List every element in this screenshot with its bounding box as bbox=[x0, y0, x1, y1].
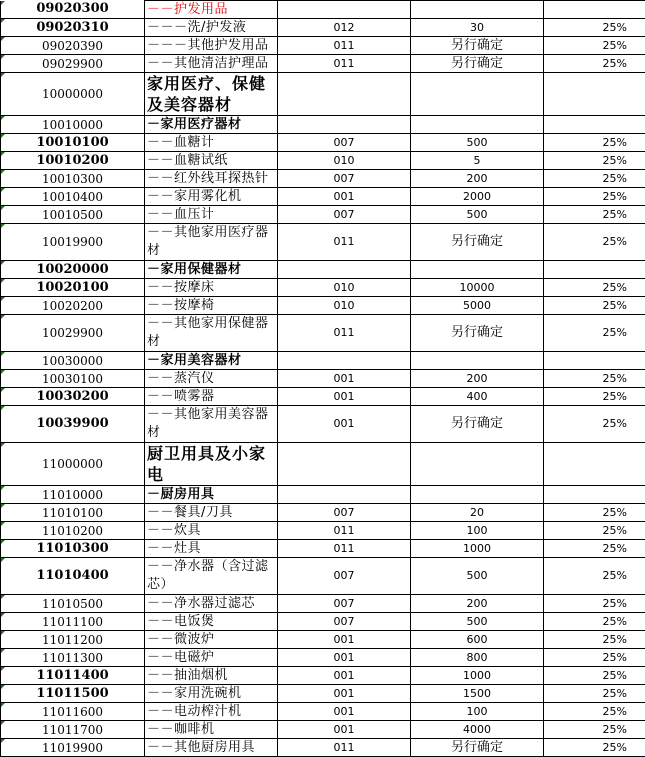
table-row[interactable] bbox=[1, 522, 645, 540]
table-row[interactable] bbox=[1, 152, 645, 170]
cell-rate[interactable]: 25% bbox=[544, 37, 645, 55]
cell-name[interactable]: －－炊具 bbox=[145, 522, 278, 540]
cell-code[interactable]: 10010100 bbox=[1, 134, 145, 152]
cell-price[interactable]: 500 bbox=[411, 558, 544, 595]
cell-name[interactable]: －－其他家用美容器材 bbox=[145, 406, 278, 443]
cell-code[interactable]: 11011500 bbox=[1, 685, 145, 703]
cell-code[interactable]: 10010300 bbox=[1, 170, 145, 188]
table-row[interactable] bbox=[1, 631, 645, 649]
table-row[interactable] bbox=[1, 739, 645, 757]
cell-price[interactable]: 400 bbox=[411, 388, 544, 406]
cell-name[interactable]: －－－其他护发用品 bbox=[145, 37, 278, 55]
cell-code[interactable]: 10039900 bbox=[1, 406, 145, 443]
cell-code[interactable]: 10030000 bbox=[1, 352, 145, 370]
cell-code[interactable]: 11010400 bbox=[1, 558, 145, 595]
cell-rate[interactable]: 25% bbox=[544, 55, 645, 73]
cell-price[interactable]: 另行确定 bbox=[411, 315, 544, 352]
cell-name[interactable]: －－电动榨汁机 bbox=[145, 703, 278, 721]
cell-name[interactable]: －－微波炉 bbox=[145, 631, 278, 649]
cell-price[interactable] bbox=[411, 443, 544, 486]
cell-tax-code[interactable]: 011 bbox=[278, 739, 411, 757]
cell-rate[interactable]: 25% bbox=[544, 134, 645, 152]
table-row[interactable] bbox=[1, 406, 645, 443]
table-row[interactable] bbox=[1, 443, 645, 486]
table-row[interactable] bbox=[1, 504, 645, 522]
cell-price[interactable]: 5000 bbox=[411, 297, 544, 315]
table-row[interactable] bbox=[1, 721, 645, 739]
cell-rate[interactable]: 25% bbox=[544, 739, 645, 757]
cell-price[interactable]: 另行确定 bbox=[411, 55, 544, 73]
cell-code[interactable]: 10019900 bbox=[1, 224, 145, 261]
table-row[interactable] bbox=[1, 116, 645, 134]
table-row[interactable] bbox=[1, 224, 645, 261]
cell-tax-code[interactable] bbox=[278, 1, 411, 19]
cell-price[interactable]: 1000 bbox=[411, 667, 544, 685]
cell-rate[interactable]: 25% bbox=[544, 297, 645, 315]
cell-price[interactable]: 另行确定 bbox=[411, 224, 544, 261]
cell-name[interactable]: －家用保健器材 bbox=[145, 261, 278, 279]
table-row[interactable] bbox=[1, 667, 645, 685]
table-row[interactable] bbox=[1, 297, 645, 315]
cell-tax-code[interactable]: 007 bbox=[278, 558, 411, 595]
table-row[interactable] bbox=[1, 37, 645, 55]
cell-rate[interactable]: 25% bbox=[544, 406, 645, 443]
cell-tax-code[interactable]: 007 bbox=[278, 504, 411, 522]
table-row[interactable] bbox=[1, 261, 645, 279]
cell-tax-code[interactable]: 011 bbox=[278, 37, 411, 55]
cell-price[interactable]: 800 bbox=[411, 649, 544, 667]
cell-name[interactable]: －－电饭煲 bbox=[145, 613, 278, 631]
cell-tax-code[interactable] bbox=[278, 73, 411, 116]
cell-name[interactable]: －－红外线耳探热针 bbox=[145, 170, 278, 188]
cell-rate[interactable] bbox=[544, 443, 645, 486]
cell-tax-code[interactable]: 011 bbox=[278, 540, 411, 558]
table-row[interactable] bbox=[1, 685, 645, 703]
cell-name[interactable]: －－喷雾器 bbox=[145, 388, 278, 406]
cell-rate[interactable]: 25% bbox=[544, 188, 645, 206]
cell-tax-code[interactable]: 001 bbox=[278, 370, 411, 388]
cell-code[interactable]: 09020390 bbox=[1, 37, 145, 55]
cell-rate[interactable]: 25% bbox=[544, 558, 645, 595]
cell-rate[interactable] bbox=[544, 352, 645, 370]
cell-tax-code[interactable]: 001 bbox=[278, 685, 411, 703]
table-row[interactable] bbox=[1, 595, 645, 613]
table-row[interactable] bbox=[1, 188, 645, 206]
cell-rate[interactable]: 25% bbox=[544, 685, 645, 703]
cell-price[interactable]: 另行确定 bbox=[411, 739, 544, 757]
cell-code[interactable]: 11011700 bbox=[1, 721, 145, 739]
cell-code[interactable]: 10030200 bbox=[1, 388, 145, 406]
cell-tax-code[interactable]: 001 bbox=[278, 631, 411, 649]
cell-code[interactable]: 11011600 bbox=[1, 703, 145, 721]
cell-code[interactable]: 11019900 bbox=[1, 739, 145, 757]
cell-rate[interactable]: 25% bbox=[544, 315, 645, 352]
cell-rate[interactable]: 25% bbox=[544, 19, 645, 37]
cell-tax-code[interactable] bbox=[278, 116, 411, 134]
tariff-table-body bbox=[1, 1, 645, 757]
cell-price[interactable]: 另行确定 bbox=[411, 406, 544, 443]
cell-code[interactable]: 11010000 bbox=[1, 486, 145, 504]
cell-price[interactable] bbox=[411, 116, 544, 134]
cell-rate[interactable]: 25% bbox=[544, 595, 645, 613]
table-row[interactable] bbox=[1, 703, 645, 721]
cell-name[interactable]: －－家用雾化机 bbox=[145, 188, 278, 206]
cell-tax-code[interactable]: 010 bbox=[278, 279, 411, 297]
cell-name[interactable]: －－净水器（含过滤芯） bbox=[145, 558, 278, 595]
cell-name[interactable]: －－－洗/护发液 bbox=[145, 19, 278, 37]
cell-rate[interactable]: 25% bbox=[544, 703, 645, 721]
cell-code[interactable]: 10000000 bbox=[1, 73, 145, 116]
cell-tax-code[interactable]: 001 bbox=[278, 703, 411, 721]
cell-code[interactable]: 11011300 bbox=[1, 649, 145, 667]
cell-code[interactable]: 10010400 bbox=[1, 188, 145, 206]
cell-name[interactable]: －－其他清洁护理品 bbox=[145, 55, 278, 73]
table-row[interactable] bbox=[1, 315, 645, 352]
cell-price[interactable]: 200 bbox=[411, 170, 544, 188]
cell-price[interactable]: 1000 bbox=[411, 540, 544, 558]
cell-rate[interactable]: 25% bbox=[544, 649, 645, 667]
cell-price[interactable]: 另行确定 bbox=[411, 37, 544, 55]
cell-rate[interactable] bbox=[544, 73, 645, 116]
cell-tax-code[interactable]: 007 bbox=[278, 613, 411, 631]
cell-tax-code[interactable]: 012 bbox=[278, 19, 411, 37]
table-row[interactable] bbox=[1, 170, 645, 188]
cell-code[interactable]: 10020200 bbox=[1, 297, 145, 315]
table-row[interactable] bbox=[1, 19, 645, 37]
cell-tax-code[interactable] bbox=[278, 486, 411, 504]
cell-price[interactable]: 4000 bbox=[411, 721, 544, 739]
cell-tax-code[interactable]: 001 bbox=[278, 388, 411, 406]
cell-rate[interactable]: 25% bbox=[544, 504, 645, 522]
table-row[interactable] bbox=[1, 486, 645, 504]
cell-name[interactable]: －－按摩床 bbox=[145, 279, 278, 297]
cell-price[interactable]: 500 bbox=[411, 613, 544, 631]
cell-rate[interactable] bbox=[544, 116, 645, 134]
cell-code[interactable]: 11010500 bbox=[1, 595, 145, 613]
cell-code[interactable]: 09029900 bbox=[1, 55, 145, 73]
cell-rate[interactable]: 25% bbox=[544, 170, 645, 188]
cell-rate[interactable]: 25% bbox=[544, 631, 645, 649]
cell-price[interactable]: 1500 bbox=[411, 685, 544, 703]
cell-name[interactable]: －－其他厨房用具 bbox=[145, 739, 278, 757]
cell-name[interactable]: －厨房用具 bbox=[145, 486, 278, 504]
table-row[interactable] bbox=[1, 206, 645, 224]
cell-price[interactable]: 5 bbox=[411, 152, 544, 170]
table-row[interactable] bbox=[1, 73, 645, 116]
cell-name[interactable]: －－抽油烟机 bbox=[145, 667, 278, 685]
cell-tax-code[interactable]: 001 bbox=[278, 188, 411, 206]
cell-rate[interactable]: 25% bbox=[544, 206, 645, 224]
cell-price[interactable]: 2000 bbox=[411, 188, 544, 206]
table-row[interactable] bbox=[1, 352, 645, 370]
cell-code[interactable]: 11000000 bbox=[1, 443, 145, 486]
cell-code[interactable]: 09020310 bbox=[1, 19, 145, 37]
cell-code[interactable]: 11010100 bbox=[1, 504, 145, 522]
cell-name[interactable]: －家用美容器材 bbox=[145, 352, 278, 370]
cell-code[interactable]: 10010500 bbox=[1, 206, 145, 224]
cell-tax-code[interactable]: 010 bbox=[278, 297, 411, 315]
cell-price[interactable]: 600 bbox=[411, 631, 544, 649]
cell-code[interactable]: 10030100 bbox=[1, 370, 145, 388]
cell-name[interactable]: 家用医疗、保健及美容器材 bbox=[145, 73, 278, 116]
cell-price[interactable]: 100 bbox=[411, 522, 544, 540]
cell-name[interactable]: －－家用洗碗机 bbox=[145, 685, 278, 703]
cell-name[interactable]: －－按摩椅 bbox=[145, 297, 278, 315]
cell-tax-code[interactable]: 011 bbox=[278, 224, 411, 261]
cell-name[interactable]: －－灶具 bbox=[145, 540, 278, 558]
cell-tax-code[interactable]: 001 bbox=[278, 406, 411, 443]
cell-code[interactable]: 11011200 bbox=[1, 631, 145, 649]
cell-tax-code[interactable] bbox=[278, 352, 411, 370]
cell-price[interactable]: 200 bbox=[411, 595, 544, 613]
cell-rate[interactable]: 25% bbox=[544, 279, 645, 297]
cell-name[interactable]: －－血压计 bbox=[145, 206, 278, 224]
table-row[interactable] bbox=[1, 134, 645, 152]
cell-tax-code[interactable] bbox=[278, 443, 411, 486]
cell-tax-code[interactable]: 001 bbox=[278, 721, 411, 739]
cell-code[interactable]: 11010200 bbox=[1, 522, 145, 540]
cell-tax-code[interactable]: 007 bbox=[278, 595, 411, 613]
table-row[interactable] bbox=[1, 540, 645, 558]
cell-code[interactable]: 10020000 bbox=[1, 261, 145, 279]
cell-code[interactable]: 09020300 bbox=[1, 1, 145, 19]
cell-name[interactable]: －－其他家用保健器材 bbox=[145, 315, 278, 352]
cell-name[interactable]: －－蒸汽仪 bbox=[145, 370, 278, 388]
cell-rate[interactable]: 25% bbox=[544, 370, 645, 388]
cell-price[interactable]: 30 bbox=[411, 19, 544, 37]
cell-tax-code[interactable]: 011 bbox=[278, 315, 411, 352]
cell-name[interactable]: －－电磁炉 bbox=[145, 649, 278, 667]
table-row[interactable] bbox=[1, 649, 645, 667]
cell-rate[interactable]: 25% bbox=[544, 540, 645, 558]
cell-price[interactable] bbox=[411, 352, 544, 370]
cell-tax-code[interactable]: 001 bbox=[278, 649, 411, 667]
cell-tax-code[interactable]: 011 bbox=[278, 522, 411, 540]
cell-rate[interactable]: 25% bbox=[544, 667, 645, 685]
table-row[interactable] bbox=[1, 279, 645, 297]
cell-name[interactable]: －－餐具/刀具 bbox=[145, 504, 278, 522]
cell-rate[interactable]: 25% bbox=[544, 613, 645, 631]
cell-code[interactable]: 10010000 bbox=[1, 116, 145, 134]
cell-tax-code[interactable]: 001 bbox=[278, 667, 411, 685]
cell-name[interactable]: －－血糖试纸 bbox=[145, 152, 278, 170]
table-row[interactable] bbox=[1, 370, 645, 388]
cell-price[interactable] bbox=[411, 1, 544, 19]
cell-name[interactable]: －－其他家用医疗器材 bbox=[145, 224, 278, 261]
cell-rate[interactable] bbox=[544, 486, 645, 504]
cell-price[interactable] bbox=[411, 73, 544, 116]
cell-rate[interactable]: 25% bbox=[544, 224, 645, 261]
cell-tax-code[interactable]: 007 bbox=[278, 170, 411, 188]
cell-price[interactable]: 100 bbox=[411, 703, 544, 721]
cell-rate[interactable] bbox=[544, 1, 645, 19]
table-row[interactable] bbox=[1, 613, 645, 631]
table-row[interactable] bbox=[1, 558, 645, 595]
cell-tax-code[interactable] bbox=[278, 261, 411, 279]
cell-code[interactable]: 10020100 bbox=[1, 279, 145, 297]
cell-price[interactable]: 10000 bbox=[411, 279, 544, 297]
cell-code[interactable]: 11011100 bbox=[1, 613, 145, 631]
cell-code[interactable]: 10010200 bbox=[1, 152, 145, 170]
table-row[interactable] bbox=[1, 388, 645, 406]
cell-rate[interactable] bbox=[544, 261, 645, 279]
cell-name[interactable]: －－咖啡机 bbox=[145, 721, 278, 739]
cell-price[interactable]: 500 bbox=[411, 206, 544, 224]
cell-tax-code[interactable]: 010 bbox=[278, 152, 411, 170]
cell-tax-code[interactable]: 007 bbox=[278, 206, 411, 224]
table-row[interactable] bbox=[1, 1, 645, 19]
cell-code[interactable]: 10029900 bbox=[1, 315, 145, 352]
cell-price[interactable]: 500 bbox=[411, 134, 544, 152]
cell-price[interactable]: 20 bbox=[411, 504, 544, 522]
cell-name[interactable]: －－血糖计 bbox=[145, 134, 278, 152]
cell-name[interactable]: －家用医疗器材 bbox=[145, 116, 278, 134]
cell-rate[interactable]: 25% bbox=[544, 152, 645, 170]
cell-price[interactable]: 200 bbox=[411, 370, 544, 388]
table-row[interactable] bbox=[1, 55, 645, 73]
cell-price[interactable] bbox=[411, 261, 544, 279]
cell-code[interactable]: 11010300 bbox=[1, 540, 145, 558]
cell-rate[interactable]: 25% bbox=[544, 388, 645, 406]
cell-name[interactable]: －－净水器过滤芯 bbox=[145, 595, 278, 613]
cell-price[interactable] bbox=[411, 486, 544, 504]
cell-name[interactable]: 厨卫用具及小家电 bbox=[145, 443, 278, 486]
cell-tax-code[interactable]: 007 bbox=[278, 134, 411, 152]
cell-name[interactable]: －－护发用品 bbox=[145, 1, 278, 19]
cell-rate[interactable]: 25% bbox=[544, 721, 645, 739]
cell-code[interactable]: 11011400 bbox=[1, 667, 145, 685]
cell-rate[interactable]: 25% bbox=[544, 522, 645, 540]
cell-tax-code[interactable]: 011 bbox=[278, 55, 411, 73]
